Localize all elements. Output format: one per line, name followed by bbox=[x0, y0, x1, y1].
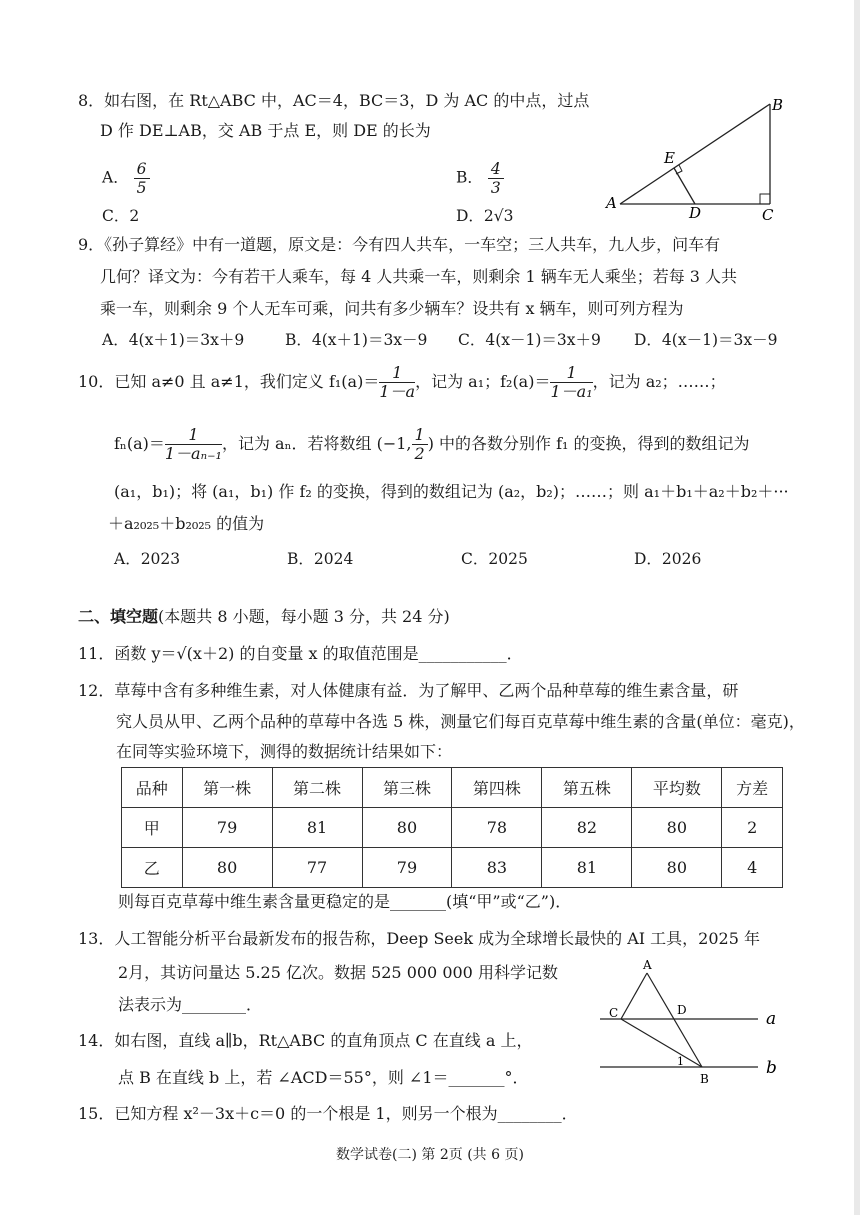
q14-line-b-label: b bbox=[766, 1058, 777, 1078]
table-header-cell: 第三株 bbox=[362, 768, 452, 808]
q8-label-d: D bbox=[689, 204, 702, 222]
q10-option-d: D．2026 bbox=[634, 550, 702, 568]
q8-option-d: D．2√3 bbox=[456, 207, 514, 225]
table-header-cell: 第二株 bbox=[272, 768, 362, 808]
q12-line1: 12．草莓中含有多种维生素，对人体健康有益．为了解甲、乙两个品种草莓的维生素含量，研 bbox=[78, 681, 739, 700]
section-2-desc: (本题共 8 小题，每小题 3 分，共 24 分) bbox=[158, 607, 450, 626]
q8-triangle-figure bbox=[600, 90, 800, 230]
q10-line2: fₙ(a)＝ $\frac{1}{\text{1－aₙ₋₁}}$ ，记为 aₙ．若将数组 (−1, $\frac{1}{2}$ ) 中的各数分别作 f₁ 的变换，得到的数组记为 bbox=[114, 425, 750, 463]
q13-line2: 2月，其访问量达 5.25 亿次。数据 525 000 000 用科学记数 bbox=[118, 963, 558, 982]
q13-line1: 13．人工智能分析平台最新发布的报告称，Deep Seek 成为全球增长最快的 AI 工具，2025 年 bbox=[78, 929, 760, 948]
q9-line2: 几何？译文为：今有若干人乘车，每 4 人共乘一车，则剩余 1 辆车无人乘坐；若每 3 人共 bbox=[100, 267, 738, 286]
q9-line3: 乘一车，则剩余 9 个人无车可乘，问共有多少辆车？设共有 x 辆车，则可列方程为 bbox=[100, 299, 684, 318]
table-cell: 4 bbox=[722, 848, 783, 888]
q11-text: 11．函数 y＝√(x＋2) 的自变量 x 的取值范围是___________． bbox=[78, 644, 523, 663]
page-edge-shadow bbox=[854, 0, 860, 1215]
q13-line3: 法表示为________． bbox=[118, 995, 263, 1014]
table-cell: 78 bbox=[452, 808, 542, 848]
table-header-cell: 方差 bbox=[722, 768, 783, 808]
table-cell: 81 bbox=[542, 848, 632, 888]
q12-line2: 究人员从甲、乙两个品种的草莓中各选 5 株，测量它们每百克草莓中维生素的含量(单位：毫克)， bbox=[116, 712, 805, 731]
table-cell: 82 bbox=[542, 808, 632, 848]
q8-stem-line1: 8．如右图，在 Rt△ABC 中，AC＝4，BC＝3，D 为 AC 的中点，过点 bbox=[78, 91, 590, 110]
table-cell: 80 bbox=[632, 808, 722, 848]
table-cell: 81 bbox=[272, 808, 362, 848]
q14-angle-1-label: 1 bbox=[677, 1055, 684, 1068]
table-header-row bbox=[122, 768, 783, 808]
q8-option-c: C．2 bbox=[102, 207, 140, 225]
q14-label-a: A bbox=[643, 958, 652, 972]
q10-line3: (a₁，b₁)；将 (a₁，b₁) 作 f₂ 的变换，得到的数组记为 (a₂，b₂)；……；则 a₁＋b₁＋a₂＋b₂＋··· bbox=[114, 482, 789, 501]
table-row bbox=[122, 808, 783, 848]
q9-option-a: A．4(x＋1)＝3x＋9 bbox=[102, 331, 245, 349]
table-header-cell: 第四株 bbox=[452, 768, 542, 808]
q14-line1: 14．如右图，直线 a∥b，Rt△ABC 的直角顶点 C 在直线 a 上， bbox=[78, 1031, 533, 1050]
table-cell: 乙 bbox=[122, 848, 183, 888]
q14-line2: 点 B 在直线 b 上，若 ∠ACD＝55°，则 ∠1＝_______°． bbox=[118, 1068, 529, 1087]
q10-option-c: C．2025 bbox=[461, 550, 528, 568]
q15-text: 15．已知方程 x²－3x＋c＝0 的一个根是 1，则另一个根为________． bbox=[78, 1104, 578, 1123]
table-header-cell: 平均数 bbox=[632, 768, 722, 808]
q8-label-a: A bbox=[606, 194, 617, 212]
table-row bbox=[122, 848, 783, 888]
q10-line4: ＋a₂₀₂₅＋b₂₀₂₅ 的值为 bbox=[108, 514, 265, 533]
q12-data-table bbox=[121, 767, 783, 888]
table-header-cell: 品种 bbox=[122, 768, 183, 808]
table-cell: 79 bbox=[362, 848, 452, 888]
table-cell: 77 bbox=[272, 848, 362, 888]
q10-line1: 10．已知 a≠0 且 a≠1，我们定义 f₁(a)＝ $\frac{1}{1-a}$ ，记为 a₁；f₂(a)＝ $\frac{1}{\text{1－a₁}}$ ，记为 a₂；……； bbox=[78, 363, 726, 401]
q10-option-a: A．2023 bbox=[114, 550, 181, 568]
q14-label-c: C bbox=[609, 1006, 619, 1020]
table-header-cell: 第五株 bbox=[542, 768, 632, 808]
table-cell: 79 bbox=[182, 808, 272, 848]
page-footer: 数学试卷(二) 第 2页 (共 6 页) bbox=[336, 1147, 524, 1163]
q12-blank-line: 则每百克草莓中维生素含量更稳定的是_______(填“甲”或“乙”)． bbox=[118, 892, 572, 911]
q9-option-d: D．4(x－1)＝3x－9 bbox=[634, 331, 778, 349]
table-cell: 甲 bbox=[122, 808, 183, 848]
q9-option-c: C．4(x－1)＝3x＋9 bbox=[458, 331, 601, 349]
q8-stem-line2: D 作 DE⊥AB，交 AB 于点 E，则 DE 的长为 bbox=[100, 121, 431, 140]
section-2-title: 二、填空题 bbox=[78, 607, 159, 626]
section-2-heading bbox=[78, 606, 450, 628]
q14-label-d: D bbox=[677, 1003, 687, 1017]
q8-label-e: E bbox=[664, 149, 675, 167]
q14-label-b: B bbox=[700, 1072, 709, 1086]
q8-label-b: B bbox=[772, 96, 784, 114]
q8-option-a: A． $\frac{6}{5}$ bbox=[102, 160, 150, 197]
table-header-cell: 第一株 bbox=[182, 768, 272, 808]
q10-option-b: B．2024 bbox=[287, 550, 354, 568]
q9-line1: 9．《孙子算经》中有一道题，原文是：今有四人共车，一车空；三人共车，九人步，问车有 bbox=[78, 235, 721, 254]
q8-option-b: B． $\frac{4}{3}$ bbox=[456, 160, 504, 197]
q14-line-a-label: a bbox=[766, 1009, 777, 1029]
table-cell: 2 bbox=[722, 808, 783, 848]
table-cell: 83 bbox=[452, 848, 542, 888]
table-cell: 80 bbox=[632, 848, 722, 888]
table-cell: 80 bbox=[362, 808, 452, 848]
q12-line3: 在同等实验环境下，测得的数据统计结果如下： bbox=[116, 742, 453, 761]
q14-parallel-lines-figure bbox=[590, 955, 790, 1090]
table-cell: 80 bbox=[182, 848, 272, 888]
q8-label-c: C bbox=[762, 206, 774, 224]
q9-option-b: B．4(x＋1)＝3x－9 bbox=[285, 331, 428, 349]
